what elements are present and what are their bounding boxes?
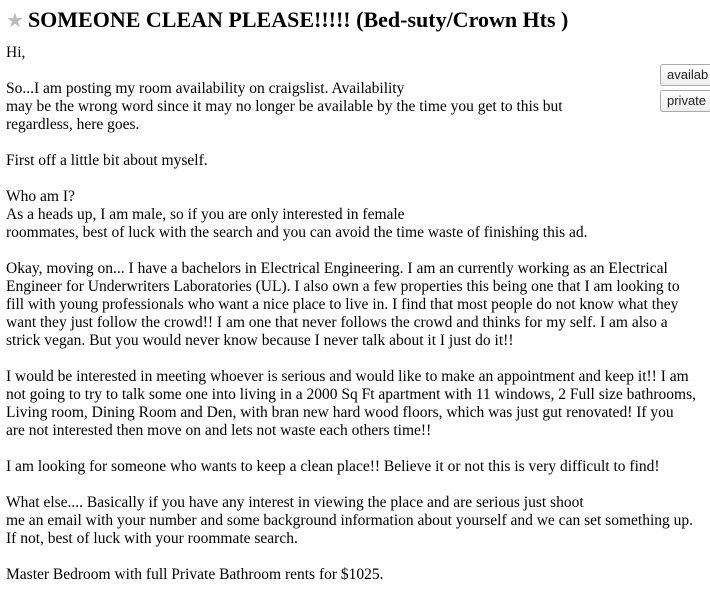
body-line: me an email with your number and some background information about yourself and we can set something up.: [6, 512, 693, 529]
availability-button[interactable]: availab: [660, 64, 710, 86]
body-line: not going to try to talk some one into living in a 2000 Sq Ft apartment with 11 windows, 2 Full size bathrooms,: [6, 386, 696, 403]
body-line: I am looking for someone who wants to keep a clean place!! Believe it or not this is very difficult to find!: [6, 458, 660, 475]
body-line: Living room, Dining Room and Den, with bran new hard wood floors, which was just gut renovated! If you: [6, 404, 674, 421]
posting-body: [6, 44, 710, 592]
body-paragraph: [6, 368, 710, 440]
body-paragraph: [6, 152, 710, 170]
body-line: If not, best of luck with your roommate search.: [6, 530, 298, 547]
private-button[interactable]: private: [660, 90, 710, 112]
body-line: Engineer for Underwriters Laboratories (UL). I also own a few properties this being one that I am looking to: [6, 278, 680, 295]
posting-title: SOMEONE CLEAN PLEASE!!!!! (Bed-suty/Crown Hts ): [27, 7, 569, 32]
body-line: I would be interested in meeting whoever is serious and would like to make an appointment and keep it!! I am: [6, 368, 689, 385]
body-paragraph: [6, 566, 710, 584]
body-paragraph: [6, 188, 710, 242]
body-line: Who am I?: [6, 188, 75, 205]
body-line: Okay, moving on... I have a bachelors in Electrical Engineering. I am an currently working as an Electrical: [6, 260, 668, 277]
body-line: regardless, here goes.: [6, 116, 140, 133]
body-line: First off a little bit about myself.: [6, 152, 208, 169]
body-line: So...I am posting my room availability on craigslist. Availability: [6, 80, 405, 97]
body-paragraph: [6, 80, 710, 134]
body-line: fill with young professionals who want a nice place to live in. I find that most people do not know what they: [6, 296, 679, 313]
body-line: strick vegan. But you would never know because I never talk about it I just do it!!: [6, 332, 514, 349]
body-line: are not interested then move on and lets not waste each others time!!: [6, 422, 432, 439]
body-paragraph: [6, 44, 710, 62]
body-paragraph: [6, 494, 710, 548]
body-paragraph: [6, 260, 710, 350]
star-icon[interactable]: ★: [6, 8, 24, 32]
body-line: want they just follow the crowd!! I am one that never follows the crowd and thinks for my self. I am also a: [6, 314, 668, 331]
body-line: Master Bedroom with full Private Bathroom rents for $1025.: [6, 566, 384, 583]
body-line: Hi,: [6, 44, 26, 61]
body-line: As a heads up, I am male, so if you are only interested in female: [6, 206, 405, 223]
body-line: What else.... Basically if you have any interest in viewing the place and are serious just shoot: [6, 494, 584, 511]
posting-title-row: [6, 6, 568, 34]
body-line: may be the wrong word since it may no longer be available by the time you get to this but: [6, 98, 563, 115]
body-paragraph: [6, 458, 710, 476]
body-line: roommates, best of luck with the search and you can avoid the time waste of finishing this ad.: [6, 224, 588, 241]
